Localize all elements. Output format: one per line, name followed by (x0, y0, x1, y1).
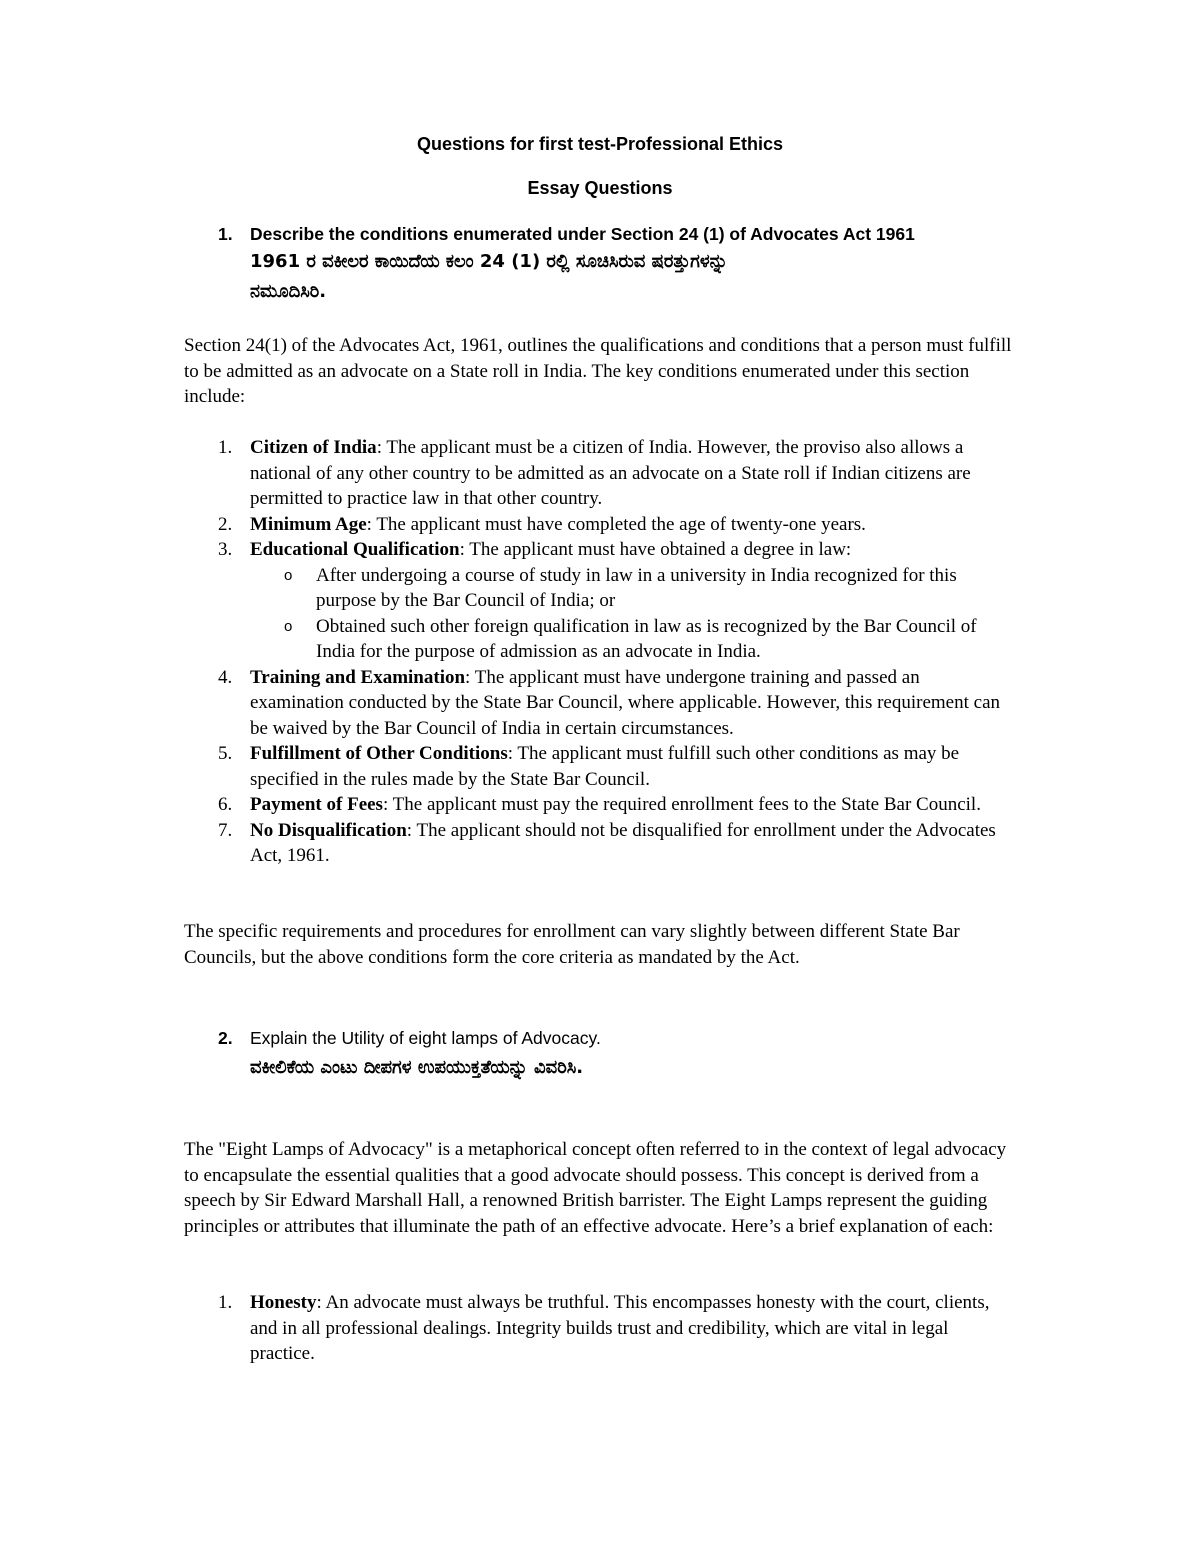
list-item-text: : The applicant must pay the required enrollment fees to the State Bar Council. (382, 794, 981, 815)
bullet-marker: o (284, 617, 293, 635)
list-item-text: : The applicant must be a citizen of India. However, the proviso also allows a national of any other country to be admitted as an advocate on a State roll if Indian citizens are permitted to practice law in that other country. (250, 437, 971, 509)
list-item (218, 818, 1018, 869)
list-item-number: 2. (218, 513, 233, 535)
list-item-text: : The applicant must have completed the age of twenty-one years. (366, 513, 866, 535)
list-item-term: Honesty (250, 1292, 317, 1313)
list-item-text: : An advocate must always be truthful. This encompasses honesty with the court, clients, and in all professional dealings. Integrity builds trust and credibility, which are vital in legal practice. (250, 1292, 990, 1364)
list-item-number: 4. (218, 666, 233, 688)
answer-intro-paragraph: Section 24(1) of the Advocates Act, 1961, outlines the qualifications and conditions that a person must fulfill to be admitted as an advocate on a State roll in India. The key conditions enumerated under this section include: (184, 335, 1012, 407)
list-item (218, 1290, 1018, 1367)
list-item-term: No Disqualification (250, 819, 407, 841)
list-item-number: 6. (218, 794, 233, 815)
list-item (218, 512, 1018, 538)
list-item-text: : The applicant must have undergone training and passed an examination conducted by the State Bar Council, where applicable. However, this requirement can be waived by the Bar Council of India in certain circumstances. (250, 666, 1001, 739)
question-text-kannada-cont: ನಮೂದಿಸಿರಿ. (250, 281, 327, 302)
sub-list-item (218, 614, 1018, 665)
list-item-term: Citizen of India (250, 437, 377, 458)
question-number: 2. (218, 1028, 233, 1048)
lamps-list (218, 1290, 1018, 1367)
list-item-text: : The applicant should not be disqualified for enrollment under the Advocates Act, 1961. (250, 819, 996, 866)
list-item (218, 537, 1018, 563)
list-item-text: : The applicant must fulfill such other conditions as may be specified in the rules made by the State Bar Council. (250, 743, 960, 790)
list-item-number: 7. (218, 819, 233, 841)
answer-closing-paragraph: The specific requirements and procedures for enrollment can vary slightly between different State Bar Councils, but the above conditions form the core criteria as mandated by the Act. (184, 921, 960, 968)
question-text: Explain the Utility of eight lamps of Advocacy. (250, 1028, 601, 1048)
list-item-term: Training and Examination (250, 666, 466, 688)
list-item-term: Fulfillment of Other Conditions (250, 743, 508, 764)
list-item-number: 1. (218, 437, 233, 458)
document-subtitle: Essay Questions (527, 178, 673, 198)
list-item-term: Minimum Age (250, 513, 367, 535)
question-text-kannada: 1961 ರ ವಕೀಲರ ಕಾಯಿದೆಯ ಕಲಂ 24 (1) ರಲ್ಲಿ ಸೂಚಿಸಿರುವ ಷರತ್ತುಗಳನ್ನು (250, 251, 728, 272)
list-item (218, 792, 1018, 818)
sub-list-item (218, 563, 1018, 614)
list-item (218, 435, 1018, 512)
question-text: Describe the conditions enumerated under Section 24 (1) of Advocates Act 1961 (250, 224, 915, 244)
list-item-text: : The applicant must have obtained a degree in law: (459, 539, 852, 560)
list-item (218, 665, 1018, 742)
question-number: 1. (218, 224, 233, 244)
list-item-term: Payment of Fees (250, 794, 383, 815)
answer-intro-paragraph: The "Eight Lamps of Advocacy" is a metaphorical concept often referred to in the context of legal advocacy to encapsulate the essential qualities that a good advocate should possess. This concept is derived from a speech by Sir Edward Marshall Hall, a renowned British barrister. The Eight Lamps represent the guiding principles or attributes that illuminate the path of an effective advocate. Here’s a brief explanation of each: (184, 1139, 1007, 1237)
list-item (218, 741, 1018, 792)
list-item-number: 3. (218, 539, 233, 560)
list-item-term: Educational Qualification (250, 539, 460, 560)
document-title: Questions for first test-Professional Ethics (416, 134, 784, 154)
sub-list-item-text: Obtained such other foreign qualification in law as is recognized by the Bar Council of India for the purpose of admission as an advocate in India. (316, 615, 977, 662)
conditions-list (218, 435, 1018, 869)
list-item-number: 1. (218, 1292, 233, 1313)
question-text-kannada: ವಕೀಲಿಕೆಯ ಎಂಟು ದೀಪಗಳ ಉಪಯುಕ್ತತೆಯನ್ನು ವಿವರಿಸಿ. (250, 1057, 584, 1078)
list-item-number: 5. (218, 743, 233, 764)
sub-list-item-text: After undergoing a course of study in law in a university in India recognized for this purpose by the Bar Council of India; or (316, 564, 957, 611)
bullet-marker: o (284, 566, 293, 584)
